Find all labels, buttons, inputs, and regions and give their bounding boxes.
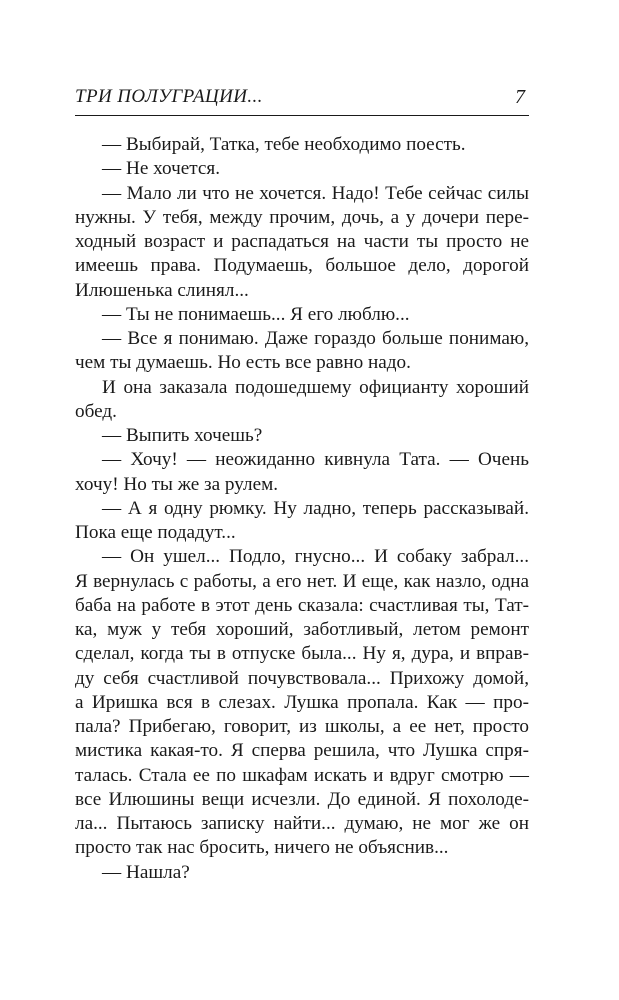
text-line: Илюшенька слинял...: [75, 279, 249, 301]
text-line: — Он ушел... Подло, гнусно... И собаку забрал...: [102, 546, 529, 568]
text-line: Я вернулась с работы, а его нет. И еще, как назло, одна: [75, 570, 529, 592]
text-line: — Не хочется.: [102, 158, 221, 180]
header-rule: [75, 115, 529, 116]
text-line: имеешь права. Подумаешь, большое дело, дорогой: [75, 255, 529, 277]
text-line: нужны. У тебя, между прочим, дочь, а у дочери пере-: [75, 206, 529, 228]
text-line: баба на работе в этот день сказала: счастливая ты, Тат-: [75, 594, 529, 616]
running-title: ТРИ ПОЛУГРАЦИИ...: [75, 86, 263, 107]
text-line: — Выпить хочешь?: [102, 425, 263, 446]
text-line: ка, муж у тебя хороший, заботливый, летом ремонт: [75, 619, 529, 640]
text-line: — Мало ли что не хочется. Надо! Тебе сейчас силы: [102, 182, 529, 204]
text-line: все Илюшины вещи исчезли. До единой. Я похолоде-: [75, 788, 529, 810]
text-line: пала? Прибегаю, говорит, из школы, а ее нет, просто: [75, 716, 529, 737]
text-line: — Хочу! — неожиданно кивнула Тата. — Очень: [102, 449, 529, 471]
text-line: а Иришка вся в слезах. Лушка пропала. Как — про-: [75, 691, 529, 713]
text-line: обед.: [75, 400, 117, 422]
running-header: [75, 83, 529, 117]
body-text: [75, 133, 529, 885]
text-line: И она заказала подошедшему официанту хороший: [102, 376, 529, 398]
text-line: ла... Пытаюсь записку найти... думаю, не мог же он: [75, 813, 529, 834]
text-line: — Все я понимаю. Даже гораздо больше понимаю,: [102, 328, 529, 349]
text-line: — А я одну рюмку. Ну ладно, теперь рассказывай.: [102, 497, 529, 519]
text-line: Пока еще подадут...: [75, 522, 236, 543]
text-line: — Нашла?: [102, 861, 190, 883]
text-line: ду себя счастливой почувствовала... Прихожу домой,: [75, 667, 529, 689]
text-line: хочу! Но ты же за рулем.: [75, 473, 279, 495]
text-line: просто так нас бросить, ничего не объяснив...: [75, 837, 449, 859]
text-line: — Ты не понимаешь... Я его люблю...: [102, 303, 410, 325]
text-line: мистика какая-то. Я сперва решила, что Лушка спря-: [75, 740, 529, 762]
text-line: чем ты думаешь. Но есть все равно надо.: [75, 352, 411, 374]
text-line: — Выбирай, Татка, тебе необходимо поесть.: [102, 134, 466, 155]
text-line: сделал, когда ты в отпуске была... Ну я, дура, и вправ-: [75, 643, 529, 665]
text-line: ходный возраст и распадаться на части ты просто не: [75, 231, 529, 252]
page-number: 7: [515, 86, 525, 108]
text-line: талась. Стала ее по шкафам искать и вдруг смотрю —: [75, 764, 529, 786]
